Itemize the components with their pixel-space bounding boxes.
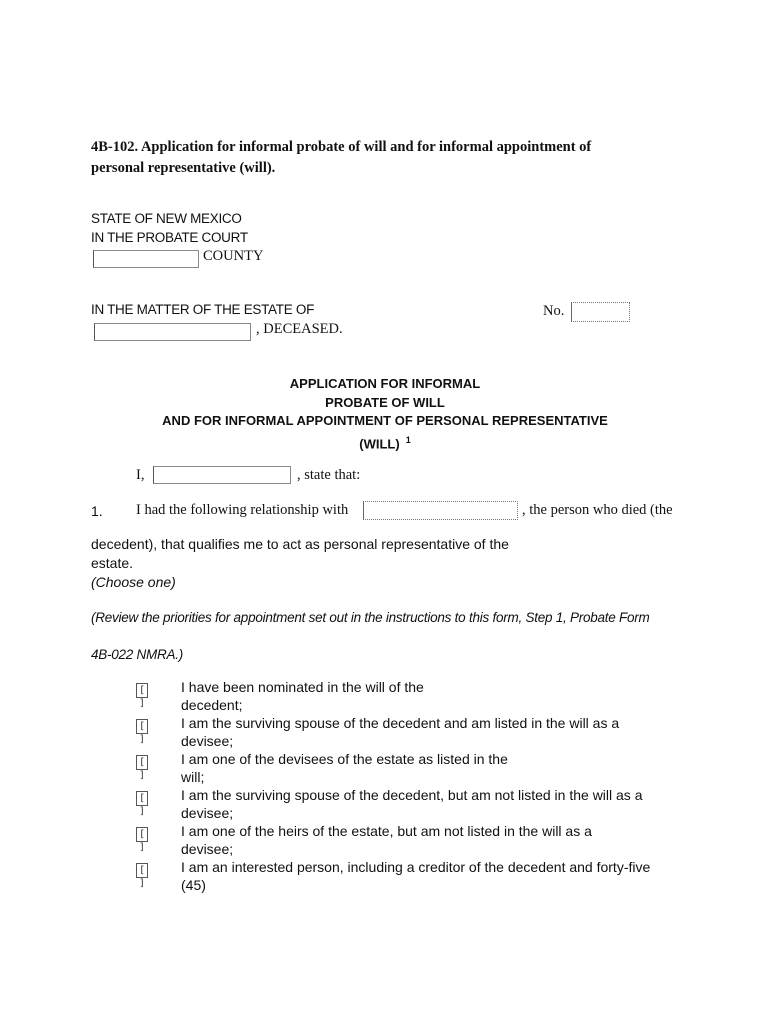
state-that-label: , state that: xyxy=(297,467,361,483)
estate-of-label: IN THE MATTER OF THE ESTATE OF xyxy=(91,302,315,317)
relationship-label: I had the following relationship with xyxy=(136,502,349,518)
case-number-label: No. xyxy=(543,303,565,319)
county-label: COUNTY xyxy=(203,248,264,264)
option-checkbox[interactable]: [ ] xyxy=(136,827,148,842)
footnote-marker: 1 xyxy=(405,434,411,445)
option-item: I am an interested person, including a creditor of the decedent and forty-five (45) xyxy=(181,859,651,893)
option-checkbox[interactable]: [ ] xyxy=(136,863,148,878)
person-who-died-label: , the person who died (the xyxy=(522,502,673,518)
court-label: IN THE PROBATE COURT xyxy=(91,230,248,245)
heading-line-2: PROBATE OF WILL xyxy=(325,394,445,410)
option-checkbox[interactable]: [ ] xyxy=(136,683,148,698)
i-label: I, xyxy=(136,467,145,483)
option-checkbox[interactable]: [ ] xyxy=(136,755,148,770)
option-item: I am the surviving spouse of the decedent, but am not listed in the will as a devisee; xyxy=(181,787,643,821)
option-item: I am the surviving spouse of the decedent and am listed in the will as a devisee; xyxy=(181,715,620,749)
heading-line-1: APPLICATION FOR INFORMAL xyxy=(289,376,481,391)
option-checkbox[interactable]: [ ] xyxy=(136,719,148,734)
relationship-field[interactable] xyxy=(363,501,518,520)
review-priorities-text: (Review the priorities for appointment set out in the instructions to this form, Step 1, Probate Form xyxy=(91,610,650,625)
option-item: I am one of the heirs of the estate, but am not listed in the will as a devisee; xyxy=(181,823,592,857)
option-item: I have been nominated in the will of the decedent; xyxy=(181,679,424,713)
applicant-name-field[interactable] xyxy=(153,466,291,484)
item-1-number: 1. xyxy=(91,503,103,519)
form-title-line-2: personal representative (will). xyxy=(91,160,276,176)
state-label: STATE OF NEW MEXICO xyxy=(91,211,242,226)
heading-line-3: AND FOR INFORMAL APPOINTMENT OF PERSONAL REPRESENTATIVE xyxy=(162,413,608,428)
application-heading xyxy=(0,375,770,453)
estate-text: estate. xyxy=(91,555,134,571)
review-rule-text: 4B-022 NMRA.) xyxy=(91,647,184,662)
county-field[interactable] xyxy=(93,250,199,268)
case-number-field[interactable] xyxy=(571,302,630,322)
deceased-label: , DECEASED. xyxy=(256,321,343,337)
heading-line-4: (WILL) $^1$ xyxy=(359,434,411,451)
qualifies-text: decedent), that qualifies me to act as personal representative of the xyxy=(91,536,509,552)
deceased-name-field[interactable] xyxy=(94,323,251,341)
option-item: I am one of the devisees of the estate as listed in the will; xyxy=(181,751,508,785)
choose-one-text: (Choose one) xyxy=(91,574,176,590)
form-title-line-1: 4B-102. Application for informal probate of will and for informal appointment of xyxy=(91,139,592,155)
form-title xyxy=(91,137,591,179)
option-checkbox[interactable]: [ ] xyxy=(136,791,148,806)
